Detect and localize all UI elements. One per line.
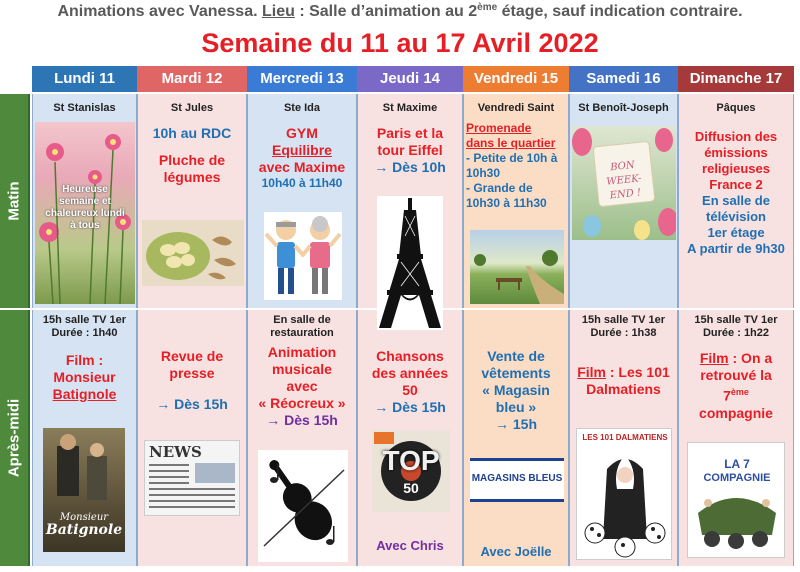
activity-line: vêtements: [481, 365, 551, 381]
afternoon-cell-vendredi: [463, 310, 569, 566]
morning-cell-mardi: [137, 94, 247, 308]
saint-name: St Stanislas: [53, 102, 116, 114]
film-title-line: compagnie: [699, 404, 773, 421]
afternoon-cell-mardi: [137, 310, 247, 566]
flowers-image: [35, 122, 135, 304]
day-header-lundi: Lundi 11: [32, 66, 137, 92]
movie-poster-101-dalmatiens: [576, 428, 672, 560]
seniors-exercising-image: [264, 212, 342, 300]
greeting-overlay: [35, 184, 135, 232]
lieu-label: Lieu: [262, 3, 295, 20]
activity-time: → Dès 15h: [156, 396, 228, 412]
detail-line: - Petite de 10h à: [466, 151, 558, 165]
session-duration: Durée : 1h40: [51, 327, 118, 339]
activity-line: Paris et la: [376, 125, 444, 141]
activity-title: [358, 348, 462, 399]
afternoon-cell-mercredi: [247, 310, 357, 566]
poster-title: [688, 457, 785, 485]
vegetables-image: [142, 220, 244, 286]
film-title-line: Batignole: [52, 386, 117, 402]
greeting-line: Heureuse: [62, 184, 108, 195]
news-masthead: NEWS: [149, 443, 202, 461]
day-column-mercredi: [247, 66, 357, 566]
film-title: [679, 350, 793, 422]
host-name: Avec Chris: [376, 538, 444, 553]
activity-title: [358, 125, 462, 159]
saint-name: Pâques: [716, 102, 756, 114]
activity-line: Promenade: [466, 121, 532, 135]
poster-title-line: Batignole: [45, 522, 123, 538]
afternoon-band: [0, 310, 30, 566]
activity-line: Equilibre: [272, 142, 332, 158]
location-line: restauration: [270, 327, 334, 339]
session-time: 15h salle TV 1er: [581, 314, 666, 326]
detail-line: 10h30: [466, 166, 501, 180]
poster-title: LES 101 DALMATIENS: [582, 433, 668, 442]
activity-line: Vente de: [487, 348, 545, 364]
detail-line: - Grande de: [466, 181, 533, 195]
activity-line: émissions: [704, 145, 768, 160]
activity-time: → 15h: [494, 416, 537, 432]
film-label: Film: [699, 350, 729, 366]
activity-line: « Magasin: [482, 382, 550, 398]
activity-details: [679, 193, 793, 257]
sign-text: [594, 157, 654, 205]
film-title-sup: ème: [730, 387, 749, 397]
activity-details: [464, 151, 568, 211]
activity-line: dans le quartier: [466, 136, 556, 150]
activity-title: [138, 152, 246, 186]
saint-name: St Benoît-Joseph: [578, 102, 669, 114]
afternoon-cell-lundi: [32, 310, 137, 566]
activity-line: musicale: [272, 361, 332, 377]
day-column-jeudi: [357, 66, 463, 566]
detail-line: 10h30 à 11h30: [466, 196, 547, 210]
film-title-line: Dalmatiens: [586, 381, 661, 397]
film-title-line: Monsieur: [53, 369, 116, 385]
newspaper-image: [144, 440, 240, 516]
top-50-album-image: [372, 430, 450, 512]
activity-line: religieuses: [702, 161, 770, 176]
poster-title-line: Monsieur: [59, 512, 109, 523]
activity-location: 10h au RDC: [152, 125, 232, 141]
session-duration: Durée : 1h38: [590, 327, 657, 339]
afternoon-cell-jeudi: [357, 310, 463, 566]
greeting-line: semaine et: [59, 196, 111, 207]
activity-time: 10h40 à 11h40: [261, 176, 343, 190]
day-header-dimanche: Dimanche 17: [678, 66, 794, 92]
detail-line: télévision: [706, 209, 766, 224]
lieu-text-after: étage, sauf indication contraire.: [497, 3, 743, 20]
detail-line: A partir de 9h30: [687, 241, 785, 256]
activity-line: tour Eiffel: [377, 142, 443, 158]
poster-title-line: LA 7: [724, 457, 750, 471]
day-header-vendredi: Vendredi 15: [463, 66, 569, 92]
afternoon-cell-dimanche: [678, 310, 794, 566]
morning-cell-dimanche: [678, 94, 794, 308]
activity-time: → Dès 15h: [374, 399, 446, 415]
activity-title: [464, 121, 568, 151]
weekly-schedule: [0, 66, 796, 566]
activity-title: [248, 344, 356, 412]
movie-poster-7eme-compagnie: [687, 442, 785, 558]
movie-poster-batignole: [43, 428, 125, 552]
host-name: Avec Joëlle: [480, 544, 552, 559]
morning-cell-vendredi: [463, 94, 569, 308]
activity-line: Diffusion des: [694, 129, 778, 144]
activity-line: France 2: [709, 177, 763, 192]
lieu-sup: ème: [477, 2, 498, 13]
session-duration: Durée : 1h22: [702, 327, 770, 339]
activity-line: Chansons: [376, 348, 444, 364]
morning-label: Matin: [5, 181, 23, 221]
film-title-line: : Les 101: [605, 364, 670, 380]
activity-title: [248, 125, 356, 176]
session-time: 15h salle TV 1er: [42, 314, 127, 326]
violin-image: [258, 450, 348, 562]
greeting-line: chaleureux lundi: [45, 208, 125, 219]
morning-cell-samedi: [569, 94, 678, 308]
bon-week-end-image: [572, 126, 676, 240]
activity-line: Pluche de: [158, 152, 226, 168]
walk-path-image: [470, 230, 564, 304]
fifty-label: 50: [403, 480, 419, 496]
activity-line: des années: [371, 365, 449, 381]
session-time: 15h salle TV 1er: [694, 314, 778, 326]
sign-line: WEEK-END !: [605, 173, 642, 202]
magasins-bleus-logo: [470, 458, 564, 502]
activity-title: [464, 348, 568, 433]
logo-text: MAGASINS BLEUS: [471, 473, 563, 484]
activity-line: GYM: [286, 125, 318, 141]
morning-band: [0, 94, 30, 308]
detail-line: En salle de: [702, 193, 770, 208]
saint-name: Vendredi Saint: [477, 102, 555, 114]
top-label: TOP: [382, 445, 440, 476]
day-column-samedi: [569, 66, 678, 566]
activity-line: légumes: [163, 169, 221, 185]
activity-line: avec Maxime: [258, 159, 346, 175]
eiffel-tower-image: [377, 196, 443, 330]
intro-text: Animations avec Vanessa.: [57, 3, 258, 20]
film-title: [33, 352, 136, 403]
film-label: Film: [577, 364, 606, 380]
film-title-line: Film :: [65, 352, 104, 368]
activity-line: presse: [169, 365, 215, 381]
activity-time: → Dès 10h: [374, 159, 446, 175]
detail-line: 1er étage: [707, 225, 765, 240]
location-line: En salle de: [273, 314, 331, 326]
poster-title-line: COMPAGNIE: [703, 472, 771, 484]
film-title-line: retrouvé la: [700, 367, 772, 383]
day-header-jeudi: Jeudi 14: [357, 66, 463, 92]
lieu-text: : Salle d’animation au 2: [294, 3, 478, 20]
activity-title: [138, 348, 246, 382]
session-location: [248, 314, 356, 340]
film-title: [570, 364, 677, 381]
saint-name: Ste Ida: [283, 102, 321, 114]
activity-time: → Dès 15h: [266, 412, 338, 428]
activity-line: « Réocreux »: [258, 395, 346, 411]
greeting-line: à tous: [70, 220, 100, 231]
morning-cell-mercredi: [247, 94, 357, 308]
day-header-mercredi: Mercredi 13: [247, 66, 357, 92]
day-header-samedi: Samedi 16: [569, 66, 678, 92]
activity-line: 50: [402, 382, 418, 398]
afternoon-cell-samedi: [569, 310, 678, 566]
afternoon-label: Après-midi: [5, 398, 23, 478]
activity-line: Revue de: [160, 348, 224, 364]
day-column-lundi: [32, 66, 137, 566]
day-header-mardi: Mardi 12: [137, 66, 247, 92]
activity-line: bleu »: [495, 399, 537, 415]
saint-name: St Maxime: [382, 102, 438, 114]
day-column-mardi: [137, 66, 247, 566]
subtitle-line: [0, 2, 800, 24]
film-title-line: : On a: [728, 350, 773, 366]
activity-title: [679, 129, 793, 193]
sign-line: BON: [609, 159, 636, 174]
poster-text: [43, 512, 125, 536]
activity-line: Animation: [267, 344, 337, 360]
day-column-vendredi: [463, 66, 569, 566]
activity-line: avec: [286, 378, 318, 394]
morning-cell-lundi: [32, 94, 137, 308]
saint-name: St Jules: [170, 102, 214, 114]
film-title-number: 7: [723, 387, 731, 404]
day-column-dimanche: [678, 66, 794, 566]
page-title: Semaine du 11 au 17 Avril 2022: [201, 28, 599, 58]
